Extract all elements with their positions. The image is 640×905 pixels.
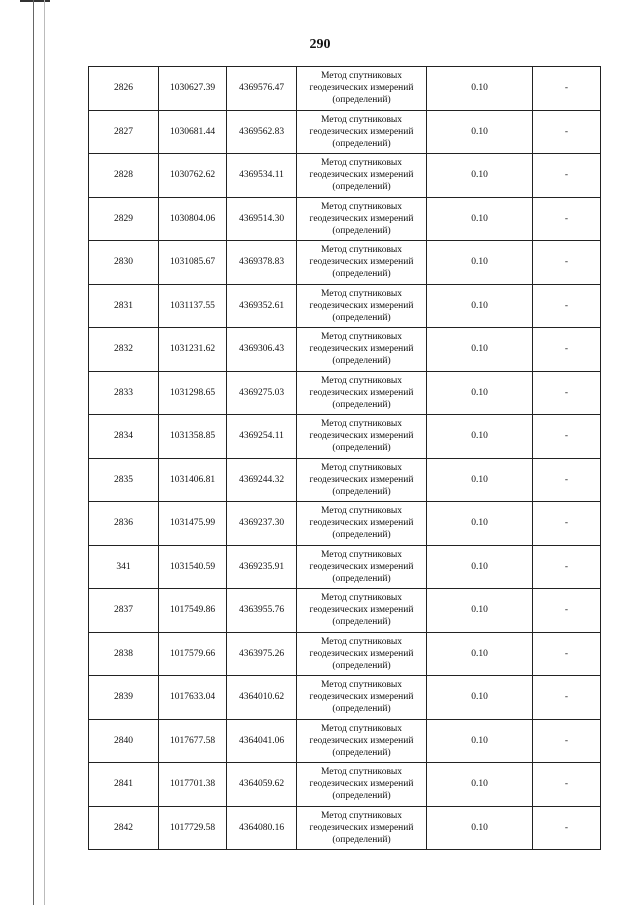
method-line: (определений) [332, 225, 391, 236]
coordinates-table [88, 66, 601, 850]
note-cell: - [533, 676, 601, 720]
point-id-cell: 2836 [89, 502, 159, 546]
y-coordinate-cell: 4369378.83 [227, 241, 297, 285]
precision-cell: 0.10 [427, 502, 533, 546]
method-line: геодезических измерений [309, 648, 414, 659]
precision-cell: 0.10 [427, 806, 533, 850]
method-line: Метод спутниковых [320, 158, 403, 169]
y-coordinate-cell: 4369306.43 [227, 328, 297, 372]
method-line: (определений) [332, 530, 391, 541]
precision-cell: 0.10 [427, 545, 533, 589]
method-line: Метод спутниковых [320, 201, 403, 212]
method-line: геодезических измерений [309, 257, 414, 268]
method-line: (определений) [332, 269, 391, 280]
method-line: геодезических измерений [309, 692, 414, 703]
x-coordinate-cell: 1031298.65 [159, 371, 227, 415]
method-line: Метод спутниковых [320, 245, 403, 256]
y-coordinate-cell: 4369352.61 [227, 284, 297, 328]
x-coordinate-cell: 1030804.06 [159, 197, 227, 241]
table-row [89, 284, 601, 328]
method-line: Метод спутниковых [320, 767, 403, 778]
y-coordinate-cell: 4369275.03 [227, 371, 297, 415]
table-row [89, 589, 601, 633]
method-cell [297, 545, 427, 589]
table-row [89, 763, 601, 807]
method-line: геодезических измерений [309, 518, 414, 529]
method-line: Метод спутниковых [320, 723, 403, 734]
method-line: Метод спутниковых [320, 549, 403, 560]
y-coordinate-cell: 4369562.83 [227, 110, 297, 154]
point-id-cell: 2839 [89, 676, 159, 720]
method-line: (определений) [332, 834, 391, 845]
x-coordinate-cell: 1030627.39 [159, 67, 227, 111]
point-id-cell: 2829 [89, 197, 159, 241]
point-id-cell: 2828 [89, 154, 159, 198]
note-cell: - [533, 763, 601, 807]
precision-cell: 0.10 [427, 197, 533, 241]
point-id-cell: 2834 [89, 415, 159, 459]
precision-cell: 0.10 [427, 589, 533, 633]
x-coordinate-cell: 1031137.55 [159, 284, 227, 328]
method-line: геодезических измерений [309, 735, 414, 746]
y-coordinate-cell: 4369514.30 [227, 197, 297, 241]
method-line: (определений) [332, 617, 391, 628]
precision-cell: 0.10 [427, 371, 533, 415]
method-cell [297, 458, 427, 502]
table-row [89, 458, 601, 502]
table-row [89, 154, 601, 198]
note-cell: - [533, 545, 601, 589]
note-cell: - [533, 458, 601, 502]
method-line: Метод спутниковых [320, 419, 403, 430]
note-cell: - [533, 67, 601, 111]
method-line: (определений) [332, 95, 391, 106]
scan-top-mark [20, 0, 50, 6]
point-id-cell: 341 [89, 545, 159, 589]
table-row [89, 110, 601, 154]
table-row [89, 502, 601, 546]
method-cell [297, 328, 427, 372]
x-coordinate-cell: 1031085.67 [159, 241, 227, 285]
table-row [89, 371, 601, 415]
method-line: (определений) [332, 356, 391, 367]
method-cell [297, 110, 427, 154]
method-line: (определений) [332, 182, 391, 193]
y-coordinate-cell: 4364010.62 [227, 676, 297, 720]
x-coordinate-cell: 1031231.62 [159, 328, 227, 372]
method-line: геодезических измерений [309, 126, 414, 137]
precision-cell: 0.10 [427, 241, 533, 285]
x-coordinate-cell: 1030681.44 [159, 110, 227, 154]
note-cell: - [533, 110, 601, 154]
x-coordinate-cell: 1017633.04 [159, 676, 227, 720]
method-line: геодезических измерений [309, 431, 414, 442]
x-coordinate-cell: 1017701.38 [159, 763, 227, 807]
precision-cell: 0.10 [427, 415, 533, 459]
method-line: (определений) [332, 486, 391, 497]
method-line: Метод спутниковых [320, 114, 403, 125]
method-line: (определений) [332, 660, 391, 671]
y-coordinate-cell: 4364041.06 [227, 719, 297, 763]
point-id-cell: 2842 [89, 806, 159, 850]
method-line: геодезических измерений [309, 779, 414, 790]
note-cell: - [533, 371, 601, 415]
y-coordinate-cell: 4369534.11 [227, 154, 297, 198]
precision-cell: 0.10 [427, 284, 533, 328]
method-line: Метод спутниковых [320, 71, 403, 82]
table-row [89, 719, 601, 763]
precision-cell: 0.10 [427, 458, 533, 502]
note-cell: - [533, 241, 601, 285]
table-row [89, 328, 601, 372]
y-coordinate-cell: 4363975.26 [227, 632, 297, 676]
point-id-cell: 2831 [89, 284, 159, 328]
method-line: геодезических измерений [309, 561, 414, 572]
method-line: геодезических измерений [309, 300, 414, 311]
y-coordinate-cell: 4369576.47 [227, 67, 297, 111]
method-line: (определений) [332, 399, 391, 410]
method-line: (определений) [332, 138, 391, 149]
y-coordinate-cell: 4369235.91 [227, 545, 297, 589]
method-cell [297, 197, 427, 241]
precision-cell: 0.10 [427, 110, 533, 154]
point-id-cell: 2826 [89, 67, 159, 111]
y-coordinate-cell: 4364059.62 [227, 763, 297, 807]
method-line: (определений) [332, 573, 391, 584]
x-coordinate-cell: 1031475.99 [159, 502, 227, 546]
method-line: Метод спутниковых [320, 810, 403, 821]
y-coordinate-cell: 4369237.30 [227, 502, 297, 546]
x-coordinate-cell: 1030762.62 [159, 154, 227, 198]
point-id-cell: 2827 [89, 110, 159, 154]
method-line: геодезических измерений [309, 605, 414, 616]
method-cell [297, 632, 427, 676]
method-line: Метод спутниковых [320, 680, 403, 691]
method-cell [297, 415, 427, 459]
point-id-cell: 2840 [89, 719, 159, 763]
x-coordinate-cell: 1017579.66 [159, 632, 227, 676]
method-line: (определений) [332, 312, 391, 323]
method-line: геодезических измерений [309, 822, 414, 833]
point-id-cell: 2830 [89, 241, 159, 285]
page-number: 290 [309, 37, 331, 52]
method-cell [297, 502, 427, 546]
point-id-cell: 2832 [89, 328, 159, 372]
method-line: Метод спутниковых [320, 636, 403, 647]
note-cell: - [533, 632, 601, 676]
x-coordinate-cell: 1031358.85 [159, 415, 227, 459]
table-row [89, 415, 601, 459]
method-line: (определений) [332, 704, 391, 715]
method-line: геодезических измерений [309, 387, 414, 398]
method-cell [297, 589, 427, 633]
method-cell [297, 154, 427, 198]
method-line: геодезических измерений [309, 170, 414, 181]
note-cell: - [533, 415, 601, 459]
point-id-cell: 2837 [89, 589, 159, 633]
point-id-cell: 2841 [89, 763, 159, 807]
table-row [89, 632, 601, 676]
method-cell [297, 284, 427, 328]
table-row [89, 197, 601, 241]
note-cell: - [533, 328, 601, 372]
note-cell: - [533, 154, 601, 198]
binding-margin-line-secondary [44, 0, 45, 905]
y-coordinate-cell: 4363955.76 [227, 589, 297, 633]
method-cell [297, 67, 427, 111]
point-id-cell: 2833 [89, 371, 159, 415]
method-line: геодезических измерений [309, 213, 414, 224]
method-line: Метод спутниковых [320, 332, 403, 343]
note-cell: - [533, 284, 601, 328]
x-coordinate-cell: 1031406.81 [159, 458, 227, 502]
y-coordinate-cell: 4364080.16 [227, 806, 297, 850]
method-line: геодезических измерений [309, 474, 414, 485]
precision-cell: 0.10 [427, 676, 533, 720]
method-cell [297, 763, 427, 807]
note-cell: - [533, 719, 601, 763]
table-row [89, 67, 601, 111]
method-line: геодезических измерений [309, 344, 414, 355]
method-cell [297, 806, 427, 850]
y-coordinate-cell: 4369244.32 [227, 458, 297, 502]
x-coordinate-cell: 1017729.58 [159, 806, 227, 850]
method-cell [297, 719, 427, 763]
precision-cell: 0.10 [427, 328, 533, 372]
point-id-cell: 2838 [89, 632, 159, 676]
method-cell [297, 676, 427, 720]
x-coordinate-cell: 1017677.58 [159, 719, 227, 763]
precision-cell: 0.10 [427, 719, 533, 763]
method-line: (определений) [332, 747, 391, 758]
x-coordinate-cell: 1031540.59 [159, 545, 227, 589]
table-row [89, 545, 601, 589]
point-id-cell: 2835 [89, 458, 159, 502]
method-line: Метод спутниковых [320, 375, 403, 386]
method-line: геодезических измерений [309, 83, 414, 94]
method-line: (определений) [332, 791, 391, 802]
x-coordinate-cell: 1017549.86 [159, 589, 227, 633]
note-cell: - [533, 197, 601, 241]
method-cell [297, 371, 427, 415]
precision-cell: 0.10 [427, 632, 533, 676]
table-row [89, 241, 601, 285]
method-line: Метод спутниковых [320, 506, 403, 517]
binding-margin-line [33, 0, 34, 905]
method-line: Метод спутниковых [320, 462, 403, 473]
table-row [89, 806, 601, 850]
precision-cell: 0.10 [427, 154, 533, 198]
table-row [89, 676, 601, 720]
precision-cell: 0.10 [427, 763, 533, 807]
note-cell: - [533, 806, 601, 850]
precision-cell: 0.10 [427, 67, 533, 111]
method-cell [297, 241, 427, 285]
note-cell: - [533, 502, 601, 546]
note-cell: - [533, 589, 601, 633]
method-line: Метод спутниковых [320, 288, 403, 299]
method-line: Метод спутниковых [320, 593, 403, 604]
y-coordinate-cell: 4369254.11 [227, 415, 297, 459]
method-line: (определений) [332, 443, 391, 454]
